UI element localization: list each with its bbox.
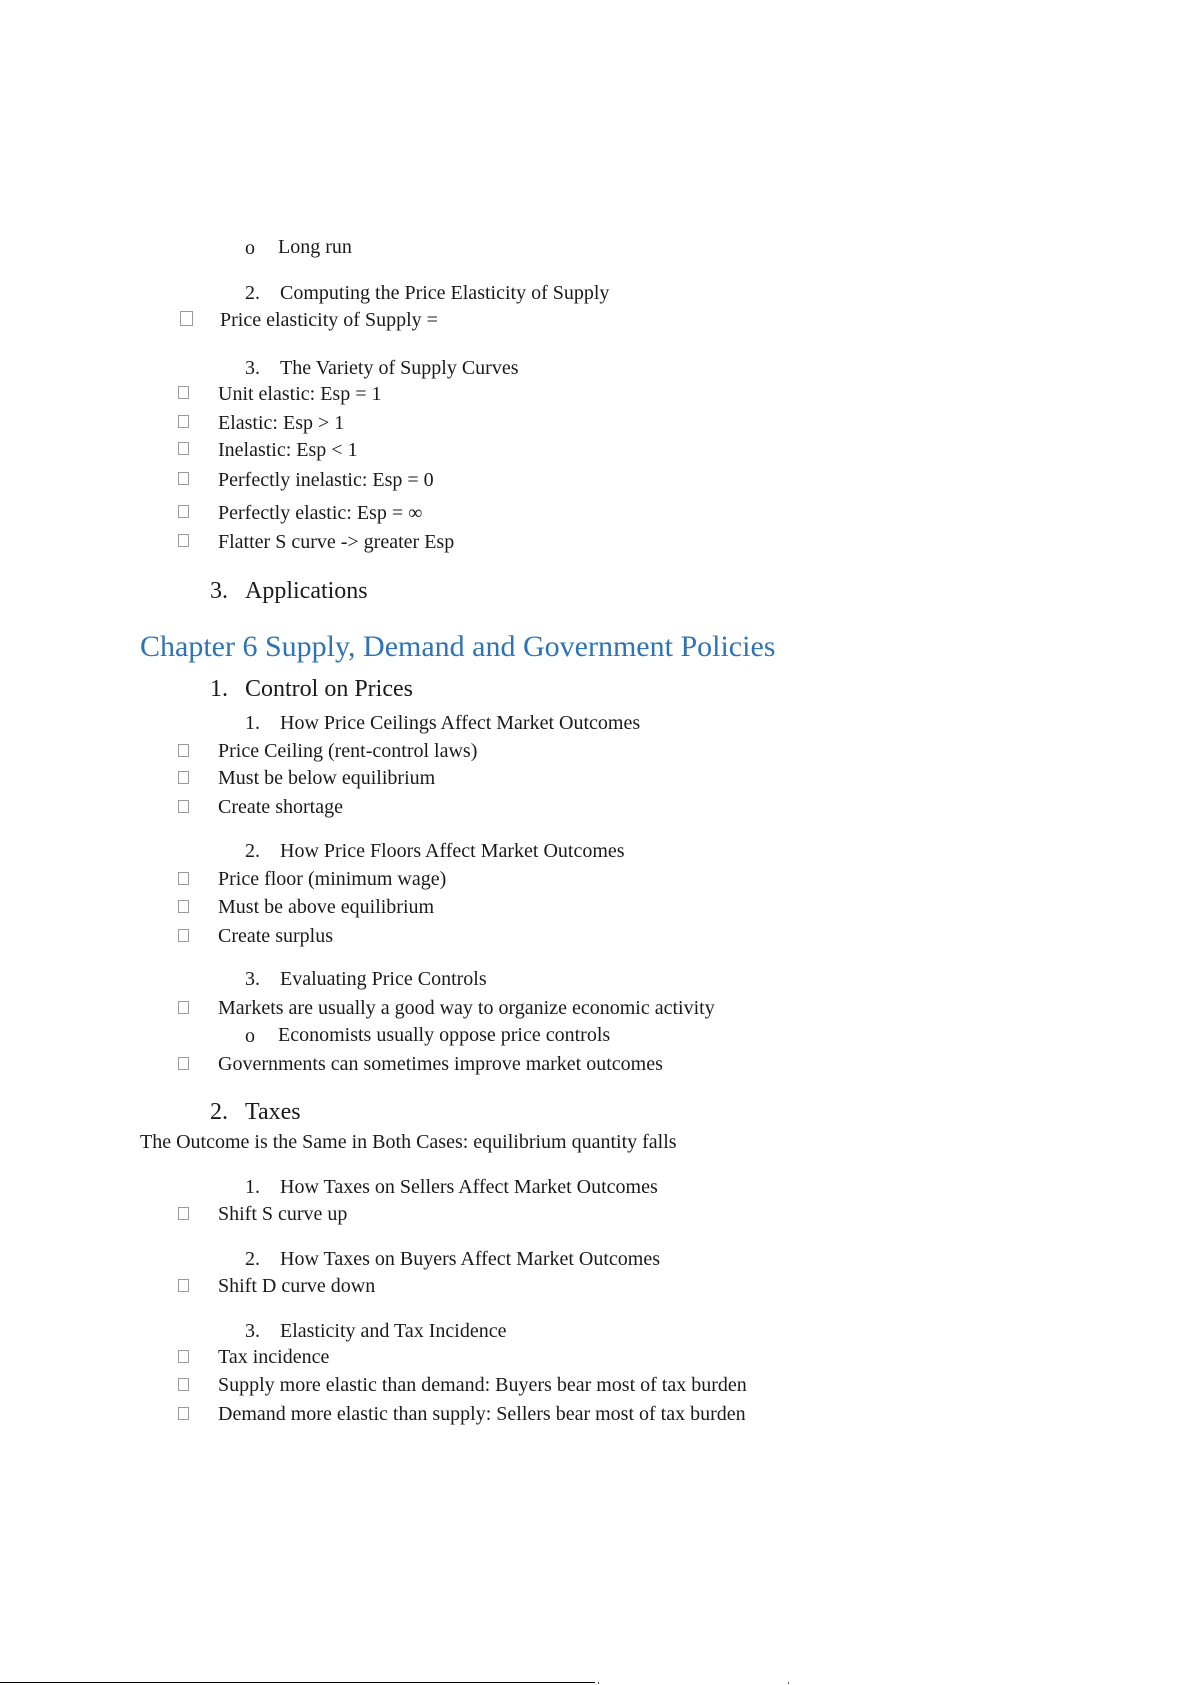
section-number: 2. <box>210 1099 228 1125</box>
list-item-shift-s-up: Shift S curve up <box>218 1203 348 1225</box>
checkbox-icon <box>178 442 189 455</box>
list-item-demand-more-elastic: Demand more elastic than supply: Sellers bear most of tax burden <box>218 1403 746 1425</box>
list-item-perfectly-inelastic: Perfectly inelastic: Esp = 0 <box>218 469 434 491</box>
section-heading-variety-supply-curves: The Variety of Supply Curves <box>280 357 519 379</box>
list-item-tax-incidence: Tax incidence <box>218 1346 330 1368</box>
section-heading-computing-elasticity: Computing the Price Elasticity of Supply <box>280 282 610 304</box>
subsection-heading-tax-incidence: Elasticity and Tax Incidence <box>280 1320 507 1342</box>
subsection-heading-price-ceilings: How Price Ceilings Affect Market Outcomes <box>280 712 641 734</box>
section-heading-control-prices: Control on Prices <box>245 676 413 702</box>
list-item-flatter-curve: Flatter S curve -> greater Esp <box>218 531 455 553</box>
subsection-heading-taxes-sellers: How Taxes on Sellers Affect Market Outcomes <box>280 1176 658 1198</box>
bullet-marker-o: o <box>245 237 255 259</box>
section-number: 3. <box>245 357 260 379</box>
subsection-heading-price-floors: How Price Floors Affect Market Outcomes <box>280 840 625 862</box>
checkbox-icon <box>178 929 189 942</box>
list-item-create-shortage: Create shortage <box>218 796 343 818</box>
section-number: 3. <box>245 968 260 990</box>
section-number: 1. <box>210 676 228 702</box>
paragraph-outcome-same: The Outcome is the Same in Both Cases: equilibrium quantity falls <box>140 1131 677 1153</box>
section-number: 2. <box>245 282 260 304</box>
list-item-price-ceiling: Price Ceiling (rent-control laws) <box>218 740 478 762</box>
section-number: 2. <box>245 1248 260 1270</box>
checkbox-icon <box>178 744 189 757</box>
list-item-long-run: Long run <box>278 236 352 258</box>
section-heading-taxes: Taxes <box>245 1099 301 1125</box>
list-item-create-surplus: Create surplus <box>218 925 333 947</box>
checkbox-icon <box>178 386 189 399</box>
list-item-unit-elastic: Unit elastic: Esp = 1 <box>218 383 382 405</box>
subsection-heading-evaluating-controls: Evaluating Price Controls <box>280 968 487 990</box>
checkbox-icon <box>178 900 189 913</box>
checkbox-icon <box>180 311 193 326</box>
checkbox-icon <box>178 1001 189 1014</box>
list-item-perfectly-elastic: Perfectly elastic: Esp = ∞ <box>218 502 423 524</box>
chapter-heading: Chapter 6 Supply, Demand and Government Policies <box>140 630 776 663</box>
list-item-price-floor: Price floor (minimum wage) <box>218 868 447 890</box>
list-item-inelastic: Inelastic: Esp < 1 <box>218 439 358 461</box>
section-number: 1. <box>245 712 260 734</box>
section-heading-applications: Applications <box>245 578 368 604</box>
list-item-governments-improve: Governments can sometimes improve market outcomes <box>218 1053 663 1075</box>
list-item-elastic: Elastic: Esp > 1 <box>218 412 345 434</box>
list-item-shift-d-down: Shift D curve down <box>218 1275 376 1297</box>
section-number: 3. <box>210 578 228 604</box>
list-item-above-equilibrium: Must be above equilibrium <box>218 896 435 918</box>
subsection-heading-taxes-buyers: How Taxes on Buyers Affect Market Outcomes <box>280 1248 660 1270</box>
checkbox-icon <box>178 872 189 885</box>
section-number: 3. <box>245 1320 260 1342</box>
checkbox-icon <box>178 800 189 813</box>
page-edge-tick <box>598 1682 599 1684</box>
list-item-below-equilibrium: Must be below equilibrium <box>218 767 436 789</box>
page-edge-tick <box>788 1682 789 1684</box>
checkbox-icon <box>178 415 189 428</box>
page-bottom-rule <box>0 1682 595 1683</box>
section-number: 2. <box>245 840 260 862</box>
list-item-supply-more-elastic: Supply more elastic than demand: Buyers bear most of tax burden <box>218 1374 747 1396</box>
bullet-marker-o: o <box>245 1025 255 1047</box>
checkbox-icon <box>178 1057 189 1070</box>
list-item-price-elasticity-formula: Price elasticity of Supply = <box>220 309 438 331</box>
section-number: 1. <box>245 1176 260 1198</box>
list-item-economists-oppose: Economists usually oppose price controls <box>278 1024 611 1046</box>
checkbox-icon <box>178 505 189 518</box>
checkbox-icon <box>178 1378 189 1391</box>
list-item-markets-good-way: Markets are usually a good way to organize economic activity <box>218 997 715 1019</box>
checkbox-icon <box>178 472 189 485</box>
checkbox-icon <box>178 771 189 784</box>
checkbox-icon <box>178 534 189 547</box>
checkbox-icon <box>178 1279 189 1292</box>
checkbox-icon <box>178 1350 189 1363</box>
checkbox-icon <box>178 1407 189 1420</box>
checkbox-icon <box>178 1207 189 1220</box>
